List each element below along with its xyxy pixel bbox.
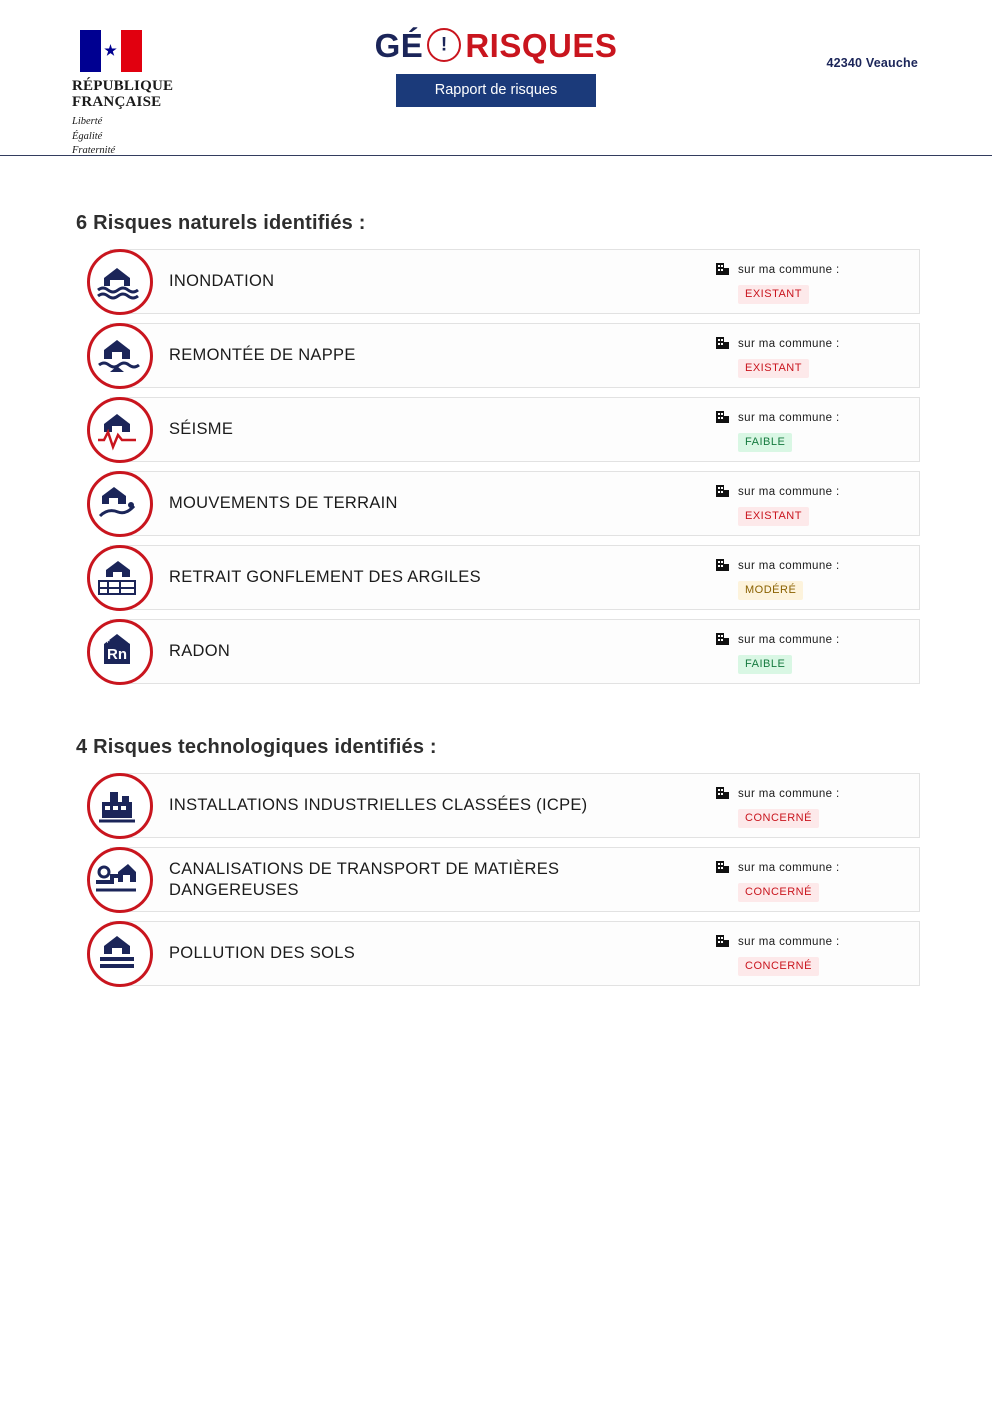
installations-industrielles-icon — [87, 773, 153, 839]
pollution-des-sols-icon — [87, 921, 153, 987]
risk-row[interactable] — [110, 847, 920, 912]
risk-label: REMONTÉE DE NAPPE — [169, 346, 356, 365]
motto-line-2: Égalité — [72, 130, 103, 142]
risk-row[interactable] — [110, 773, 920, 838]
status-badge: CONCERNÉ — [738, 883, 819, 902]
commune-building-icon — [715, 933, 731, 954]
mouvements-de-terrain-icon — [87, 471, 153, 537]
risk-label: POLLUTION DES SOLS — [169, 944, 356, 963]
status-badge: EXISTANT — [738, 359, 809, 378]
remontee-de-nappe-icon — [87, 323, 153, 389]
motto-line-1: Liberté — [72, 116, 103, 128]
section-title-technological: 4 Risques technologiques identifiés : — [76, 736, 437, 758]
risk-row[interactable] — [110, 471, 920, 536]
risk-status — [715, 630, 840, 674]
risk-status — [715, 260, 840, 304]
svg-text:+: + — [126, 635, 132, 646]
natural-risk-list — [105, 249, 920, 684]
radon-icon — [87, 619, 153, 685]
status-badge: CONCERNÉ — [738, 809, 819, 828]
risk-label: INSTALLATIONS INDUSTRIELLES CLASSÉES (ICPE) — [169, 796, 588, 815]
warning-circle-icon — [427, 28, 461, 62]
status-text: sur ma commune : — [738, 787, 840, 800]
brand-suffix: RISQUES — [465, 26, 618, 64]
page-header — [0, 0, 992, 156]
status-text: sur ma commune : — [738, 633, 840, 646]
commune-label: 42340 Veauche — [826, 56, 918, 70]
risk-status — [715, 482, 840, 526]
commune-building-icon — [715, 261, 731, 282]
risk-label: CANALISATIONS DE TRANSPORT DE MATIÈRES DANGEREUSES — [169, 859, 560, 899]
risk-status — [715, 784, 840, 828]
republic-motto — [72, 115, 222, 158]
commune-building-icon — [715, 409, 731, 430]
republic-line-2: FRANÇAISE — [72, 94, 162, 111]
commune-building-icon — [715, 483, 731, 504]
georisques-logo — [375, 28, 618, 62]
status-text: sur ma commune : — [738, 559, 840, 572]
technological-risk-list — [110, 773, 920, 986]
republic-line-1: RÉPUBLIQUE — [72, 78, 174, 94]
report-title-button[interactable]: Rapport de risques — [396, 74, 596, 107]
status-text: sur ma commune : — [738, 263, 840, 276]
status-text: sur ma commune : — [738, 485, 840, 498]
risk-status — [715, 408, 840, 452]
section-title-natural: 6 Risques naturels identifiés : — [76, 212, 366, 234]
status-badge: CONCERNÉ — [738, 957, 819, 976]
brand-prefix: GÉ — [374, 26, 424, 64]
status-badge: FAIBLE — [738, 655, 792, 674]
status-badge: FAIBLE — [738, 433, 792, 452]
report-content — [0, 212, 992, 986]
status-text: sur ma commune : — [738, 411, 840, 424]
inondation-icon — [87, 249, 153, 315]
risk-label: MOUVEMENTS DE TERRAIN — [169, 494, 398, 513]
commune-building-icon — [715, 785, 731, 806]
risk-row[interactable] — [110, 249, 920, 314]
risk-status — [715, 858, 840, 902]
canalisations-transport-icon — [87, 847, 153, 913]
motto-line-3: Fraternité — [72, 144, 116, 156]
risk-label: RADON — [169, 642, 231, 661]
status-badge: EXISTANT — [738, 285, 809, 304]
status-badge: EXISTANT — [738, 507, 809, 526]
risk-label: SÉISME — [169, 420, 234, 439]
risk-row[interactable] — [110, 921, 920, 986]
status-text: sur ma commune : — [738, 935, 840, 948]
seisme-icon — [87, 397, 153, 463]
retrait-gonflement-argiles-icon — [87, 545, 153, 611]
risk-row[interactable] — [110, 545, 920, 610]
status-text: sur ma commune : — [738, 337, 840, 350]
risk-status — [715, 556, 840, 600]
svg-text:+: + — [105, 635, 111, 646]
status-text: sur ma commune : — [738, 861, 840, 874]
risk-row[interactable] — [105, 619, 920, 684]
risk-label: INONDATION — [169, 272, 275, 291]
risk-row[interactable] — [110, 397, 920, 462]
risk-status — [715, 932, 840, 976]
commune-building-icon — [715, 335, 731, 356]
commune-building-icon — [715, 631, 731, 652]
commune-building-icon — [715, 859, 731, 880]
svg-text:Rn: Rn — [107, 645, 127, 663]
risk-label: RETRAIT GONFLEMENT DES ARGILES — [169, 568, 481, 587]
status-badge: MODÉRÉ — [738, 581, 803, 600]
risk-row[interactable] — [110, 323, 920, 388]
commune-building-icon — [715, 557, 731, 578]
risk-status — [715, 334, 840, 378]
